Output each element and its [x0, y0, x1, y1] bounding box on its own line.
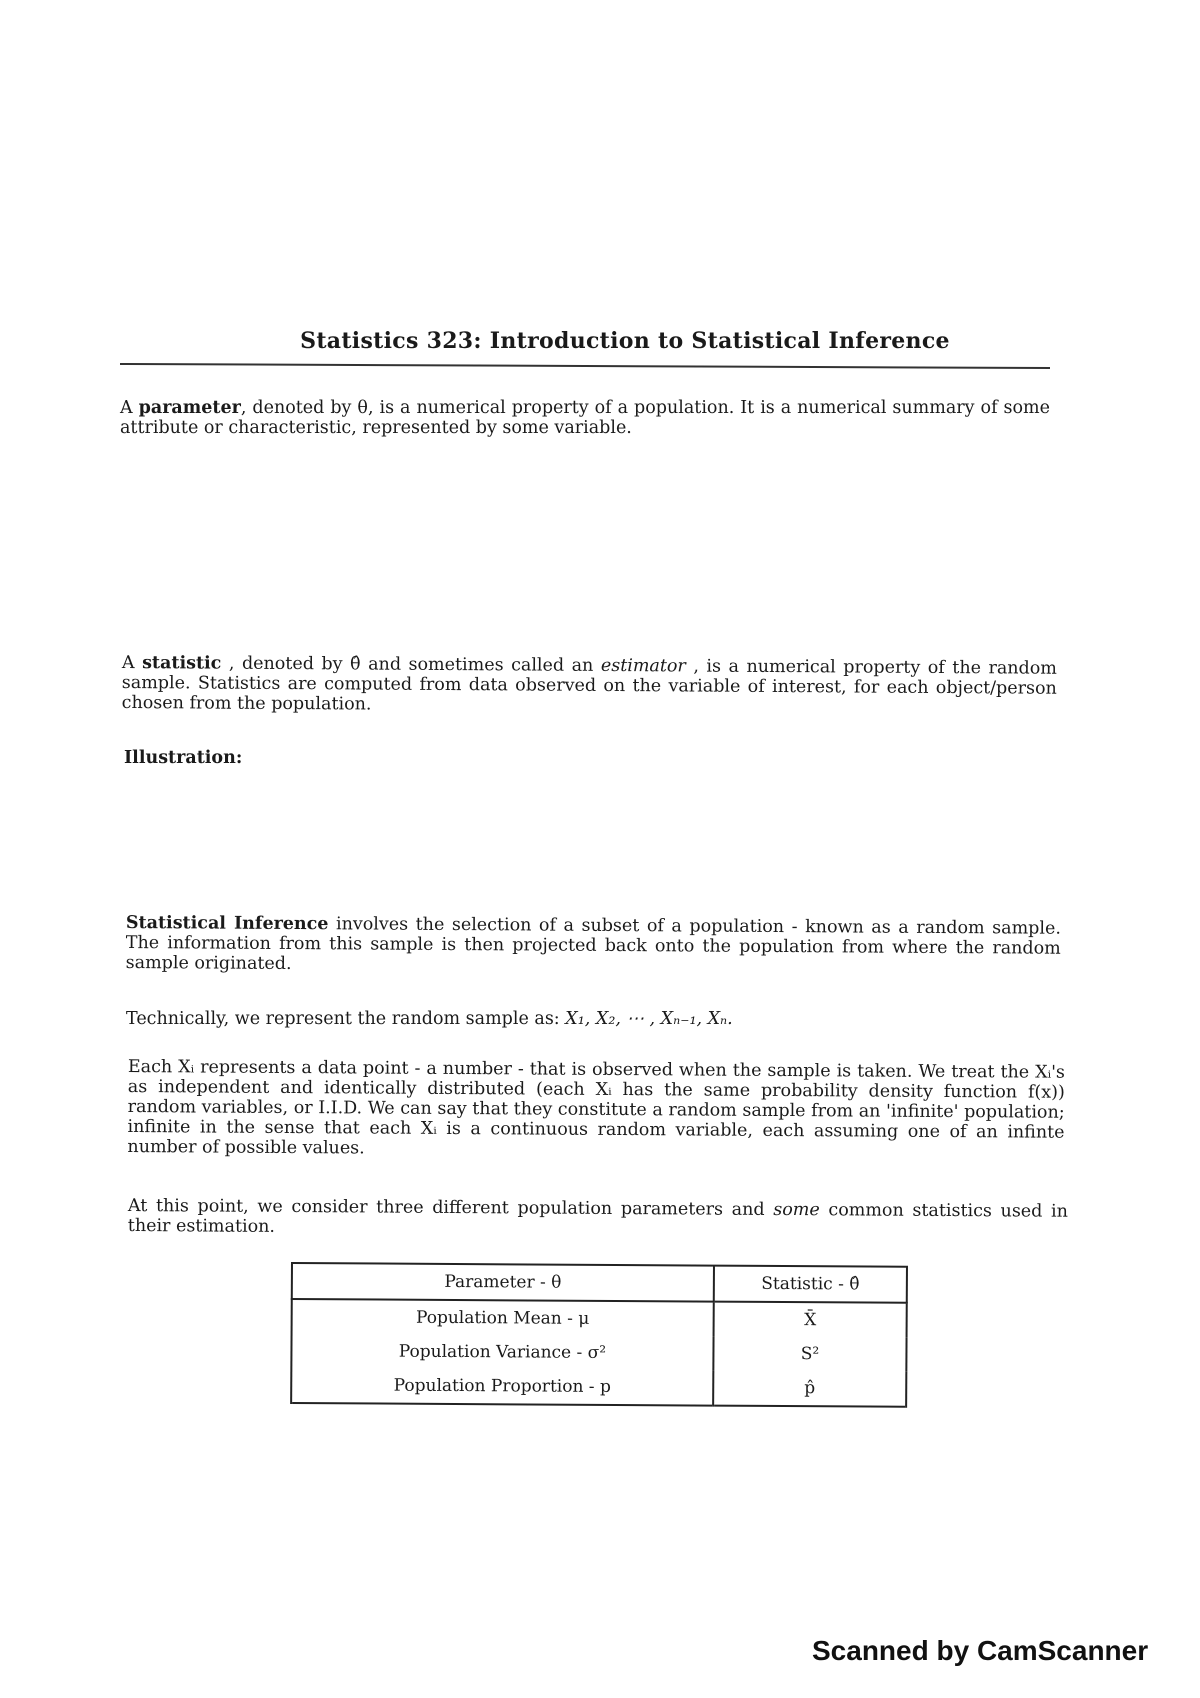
parameter-lead: A [120, 398, 139, 418]
table-cell: X̄ [714, 1302, 907, 1338]
point-text-2: common statistics used in their estimation. [127, 1200, 1068, 1237]
statistic-text-1: , denoted by θ̂ and sometimes called an [221, 653, 601, 676]
statistic-text-2: , is a numerical property of the random sample. Statistics are computed from data observed on the variable of interest, for each object/person chosen from the population. [121, 656, 1057, 715]
parameter-term: parameter [138, 398, 241, 418]
illustration-heading: Illustration: [124, 748, 243, 768]
table-cell: p̂ [713, 1371, 906, 1407]
table-header-statistic: Statistic - θ̂ [714, 1266, 907, 1303]
parameter-paragraph [120, 398, 1050, 438]
statistic-lead: A [121, 653, 143, 674]
table-cell: Population Variance - σ² [291, 1334, 713, 1371]
camscanner-watermark: Scanned by CamScanner [812, 1635, 1149, 1666]
table-cell: Population Proportion - p [291, 1368, 713, 1406]
inference-term: Statistical Inference [125, 913, 329, 935]
point-paragraph [128, 1196, 1068, 1242]
statistic-term: statistic [142, 653, 222, 674]
table-row [292, 1299, 907, 1338]
table-header-row [292, 1263, 907, 1303]
point-emph: some [773, 1199, 820, 1221]
table-cell: S² [713, 1337, 906, 1372]
estimator-term: estimator [600, 655, 686, 677]
inference-paragraph [126, 913, 1061, 979]
sample-formula: X₁, X₂, ⋯ , Xₙ₋₁, Xₙ. [565, 1009, 733, 1029]
table-cell: Population Mean - μ [292, 1299, 714, 1337]
inference-text: involves the selection of a subset of a population - known as a random sample. The information from this sample is then projected back onto the population from where the random sample originated. [125, 914, 1061, 975]
table-row [291, 1334, 906, 1372]
parameter-text: , denoted by θ, is a numerical property of a population. It is a numerical summary of some attribute or characteristic, represented by some variable. [120, 398, 1050, 438]
parameter-statistic-table [290, 1262, 908, 1408]
statistic-paragraph [122, 653, 1057, 719]
point-text-1: At this point, we consider three different population parameters and [127, 1196, 774, 1220]
page-title: Statistics 323: Introduction to Statistical Inference [300, 328, 950, 354]
table-header-parameter: Parameter - θ [292, 1263, 714, 1302]
title-rule [120, 363, 1050, 369]
table-row [291, 1368, 906, 1407]
each-paragraph: Each Xᵢ represents a data point - a number - that is observed when the sample is taken. We treat the Xᵢ's as independent and identically distributed (each Xᵢ has the same probability density function f(x)) random variables, or I.I.D. We can say that they constitute a random sample from an 'infinite' population; infinite in the sense that each Xᵢ is a continuous random variable, each assuming one of an infinte number of possible values. [127, 1057, 1065, 1159]
technically-paragraph [126, 1009, 1061, 1029]
technically-text: Technically, we represent the random sample as: [126, 1009, 566, 1029]
